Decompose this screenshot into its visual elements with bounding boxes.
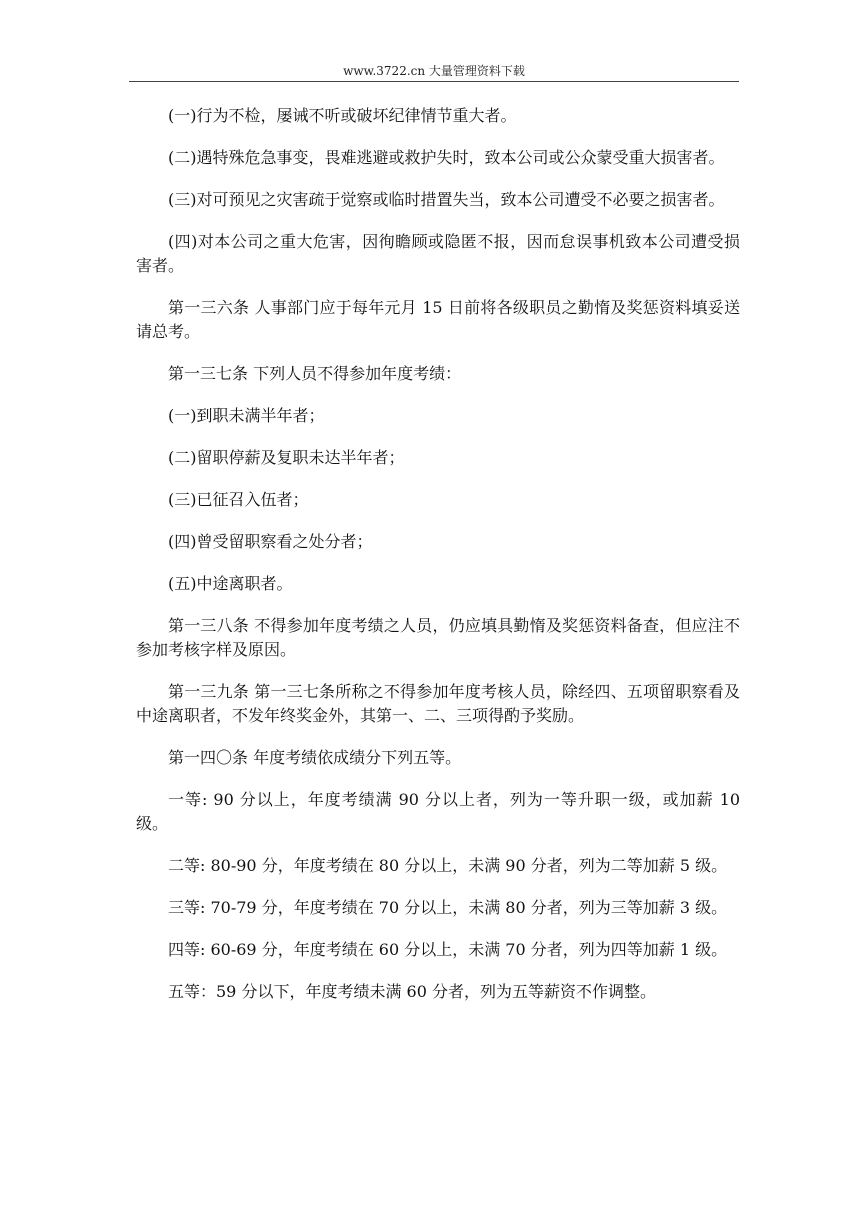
- paragraph: 四等: 60-69 分，年度考绩在 60 分以上，未满 70 分者，列为四等加薪 1 级。: [168, 940, 728, 959]
- paragraph: 二等: 80-90 分，年度考绩在 80 分以上，未满 90 分者，列为二等加薪 5 级。: [168, 856, 728, 875]
- document-body: [136, 104, 740, 1022]
- paragraph: (一)行为不检，屡诫不听或破坏纪律情节重大者。: [168, 106, 517, 125]
- header-divider: [129, 81, 739, 82]
- paragraph: (四)曾受留职察看之处分者；: [168, 532, 373, 551]
- paragraph: 第一三六条 人事部门应于每年元月 15 日前将各级职员之勤惰及奖惩资料填妥送请总考。: [136, 298, 740, 341]
- paragraph: (二)留职停薪及复职未达半年者；: [168, 448, 405, 467]
- paragraph: 一等: 90 分以上，年度考绩满 90 分以上者，列为一等升职一级，或加薪 10 级。: [136, 790, 740, 833]
- paragraph: 第一三九条 第一三七条所称之不得参加年度考核人员，除经四、五项留职察看及中途离职者，不发年终奖金外，其第一、二、三项得酌予奖励。: [136, 682, 740, 725]
- paragraph: 第一四〇条 年度考绩依成绩分下列五等。: [168, 748, 462, 767]
- paragraph: 第一三七条 下列人员不得参加年度考绩：: [168, 364, 462, 383]
- paragraph: (三)已征召入伍者；: [168, 490, 309, 509]
- paragraph: 三等: 70-79 分，年度考绩在 70 分以上，未满 80 分者，列为三等加薪 3 级。: [168, 898, 728, 917]
- paragraph: 五等：59 分以下，年度考绩未满 60 分者，列为五等薪资不作调整。: [168, 982, 656, 1001]
- paragraph: (五)中途离职者。: [168, 574, 293, 593]
- paragraph: (二)遇特殊危急事变，畏难逃避或救护失时，致本公司或公众蒙受重大损害者。: [168, 148, 725, 167]
- paragraph: (四)对本公司之重大危害，因徇瞻顾或隐匿不报，因而怠误事机致本公司遭受损害者。: [136, 232, 740, 275]
- paragraph: 第一三八条 不得参加年度考绩之人员，仍应填具勤惰及奖惩资料备查，但应注不参加考核字样及原因。: [136, 616, 740, 659]
- paragraph: (一)到职未满半年者；: [168, 406, 325, 425]
- page-header: www.3722.cn 大量管理资料下载: [343, 64, 525, 78]
- paragraph: (三)对可预见之灾害疏于觉察或临时措置失当，致本公司遭受不必要之损害者。: [168, 190, 725, 209]
